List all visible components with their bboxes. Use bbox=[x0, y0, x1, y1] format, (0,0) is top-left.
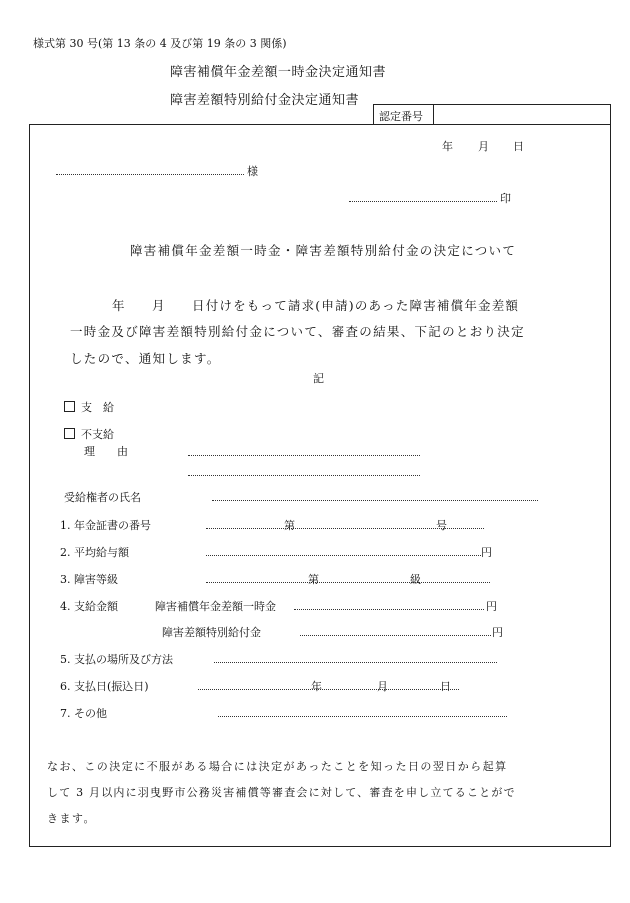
option-nopay[interactable] bbox=[64, 426, 114, 442]
item4-sub2: 障害差額特別給付金 bbox=[162, 626, 261, 639]
seal-mark: 印 bbox=[500, 192, 511, 205]
body-line-3: したので、通知します。 bbox=[70, 351, 221, 366]
item4-label: 4. 支給金額 bbox=[60, 600, 118, 613]
body-line-2: 一時金及び障害差額特別給付金について、審査の結果、下記のとおり決定 bbox=[70, 324, 525, 339]
item4-end1: 円 bbox=[486, 600, 497, 613]
item4-end2: 円 bbox=[492, 626, 503, 639]
item6-field[interactable] bbox=[198, 689, 459, 690]
item4-sub1: 障害補償年金差額一時金 bbox=[155, 600, 276, 613]
item7-label: 7. その他 bbox=[60, 707, 107, 720]
reason-field-1[interactable] bbox=[188, 455, 420, 456]
item5-label: 5. 支払の場所及び方法 bbox=[60, 653, 173, 666]
date-month: 月 bbox=[478, 140, 489, 153]
footer-line-3: きます。 bbox=[47, 812, 96, 825]
item6-label: 6. 支払日(振込日) bbox=[60, 680, 149, 693]
item7-field[interactable] bbox=[218, 716, 507, 717]
item6-day: 日 bbox=[440, 680, 451, 693]
nopay-checkbox[interactable] bbox=[64, 428, 75, 439]
title-line-2: 障害差額特別給付金決定通知書 bbox=[170, 93, 360, 108]
item1-end: 号 bbox=[436, 519, 447, 532]
item6-month: 月 bbox=[377, 680, 388, 693]
footer-line-1: なお、この決定に不服がある場合には決定があったことを知った日の翌日から起算 bbox=[47, 760, 508, 773]
cert-number-label: 認定番号 bbox=[379, 110, 423, 123]
recipient-field[interactable] bbox=[212, 500, 538, 501]
item3-label: 3. 障害等級 bbox=[60, 573, 118, 586]
item4-field-1[interactable] bbox=[294, 609, 484, 610]
title-line-1: 障害補償年金差額一時金決定通知書 bbox=[170, 65, 387, 80]
item6-year: 年 bbox=[311, 680, 322, 693]
cert-number-box bbox=[373, 104, 611, 125]
body-month: 月 bbox=[152, 298, 165, 313]
date-day: 日 bbox=[513, 140, 524, 153]
reason-label: 理 由 bbox=[84, 445, 128, 458]
form-reference: 様式第 30 号(第 13 条の 4 及び第 19 条の 3 関係) bbox=[33, 37, 287, 50]
subject-line: 障害補償年金差額一時金・障害差額特別給付金の決定について bbox=[130, 243, 517, 258]
recipient-label: 受給権者の氏名 bbox=[64, 491, 141, 504]
item2-field[interactable] bbox=[206, 555, 481, 556]
footer-line-2: して 3 月以内に羽曳野市公務災害補償等審査会に対して、審査を申し立てることがで bbox=[47, 786, 516, 799]
item3-field[interactable] bbox=[206, 582, 490, 583]
pay-checkbox[interactable] bbox=[64, 401, 75, 412]
item2-end: 円 bbox=[481, 546, 492, 559]
item3-mid: 第 bbox=[308, 573, 319, 586]
item1-mid: 第 bbox=[284, 519, 295, 532]
issuer-field[interactable] bbox=[349, 201, 497, 202]
form-frame bbox=[29, 124, 611, 847]
body-year: 年 bbox=[112, 298, 125, 313]
item1-label: 1. 年金証書の番号 bbox=[60, 519, 151, 532]
nopay-label: 不支給 bbox=[81, 428, 114, 441]
pay-label: 支 給 bbox=[81, 401, 114, 414]
item3-end: 級 bbox=[410, 573, 421, 586]
item2-label: 2. 平均給与額 bbox=[60, 546, 129, 559]
reason-field-2[interactable] bbox=[188, 475, 420, 476]
addressee-suffix: 様 bbox=[247, 165, 258, 178]
ki-mark: 記 bbox=[313, 372, 324, 385]
item5-field[interactable] bbox=[214, 662, 497, 663]
addressee-field[interactable] bbox=[56, 174, 244, 175]
body-line-1: 日付けをもって請求(申請)のあった障害補償年金差額 bbox=[192, 298, 520, 313]
option-pay[interactable] bbox=[64, 399, 114, 415]
date-year: 年 bbox=[442, 140, 453, 153]
item4-field-2[interactable] bbox=[300, 635, 491, 636]
cert-number-field[interactable] bbox=[434, 105, 610, 125]
